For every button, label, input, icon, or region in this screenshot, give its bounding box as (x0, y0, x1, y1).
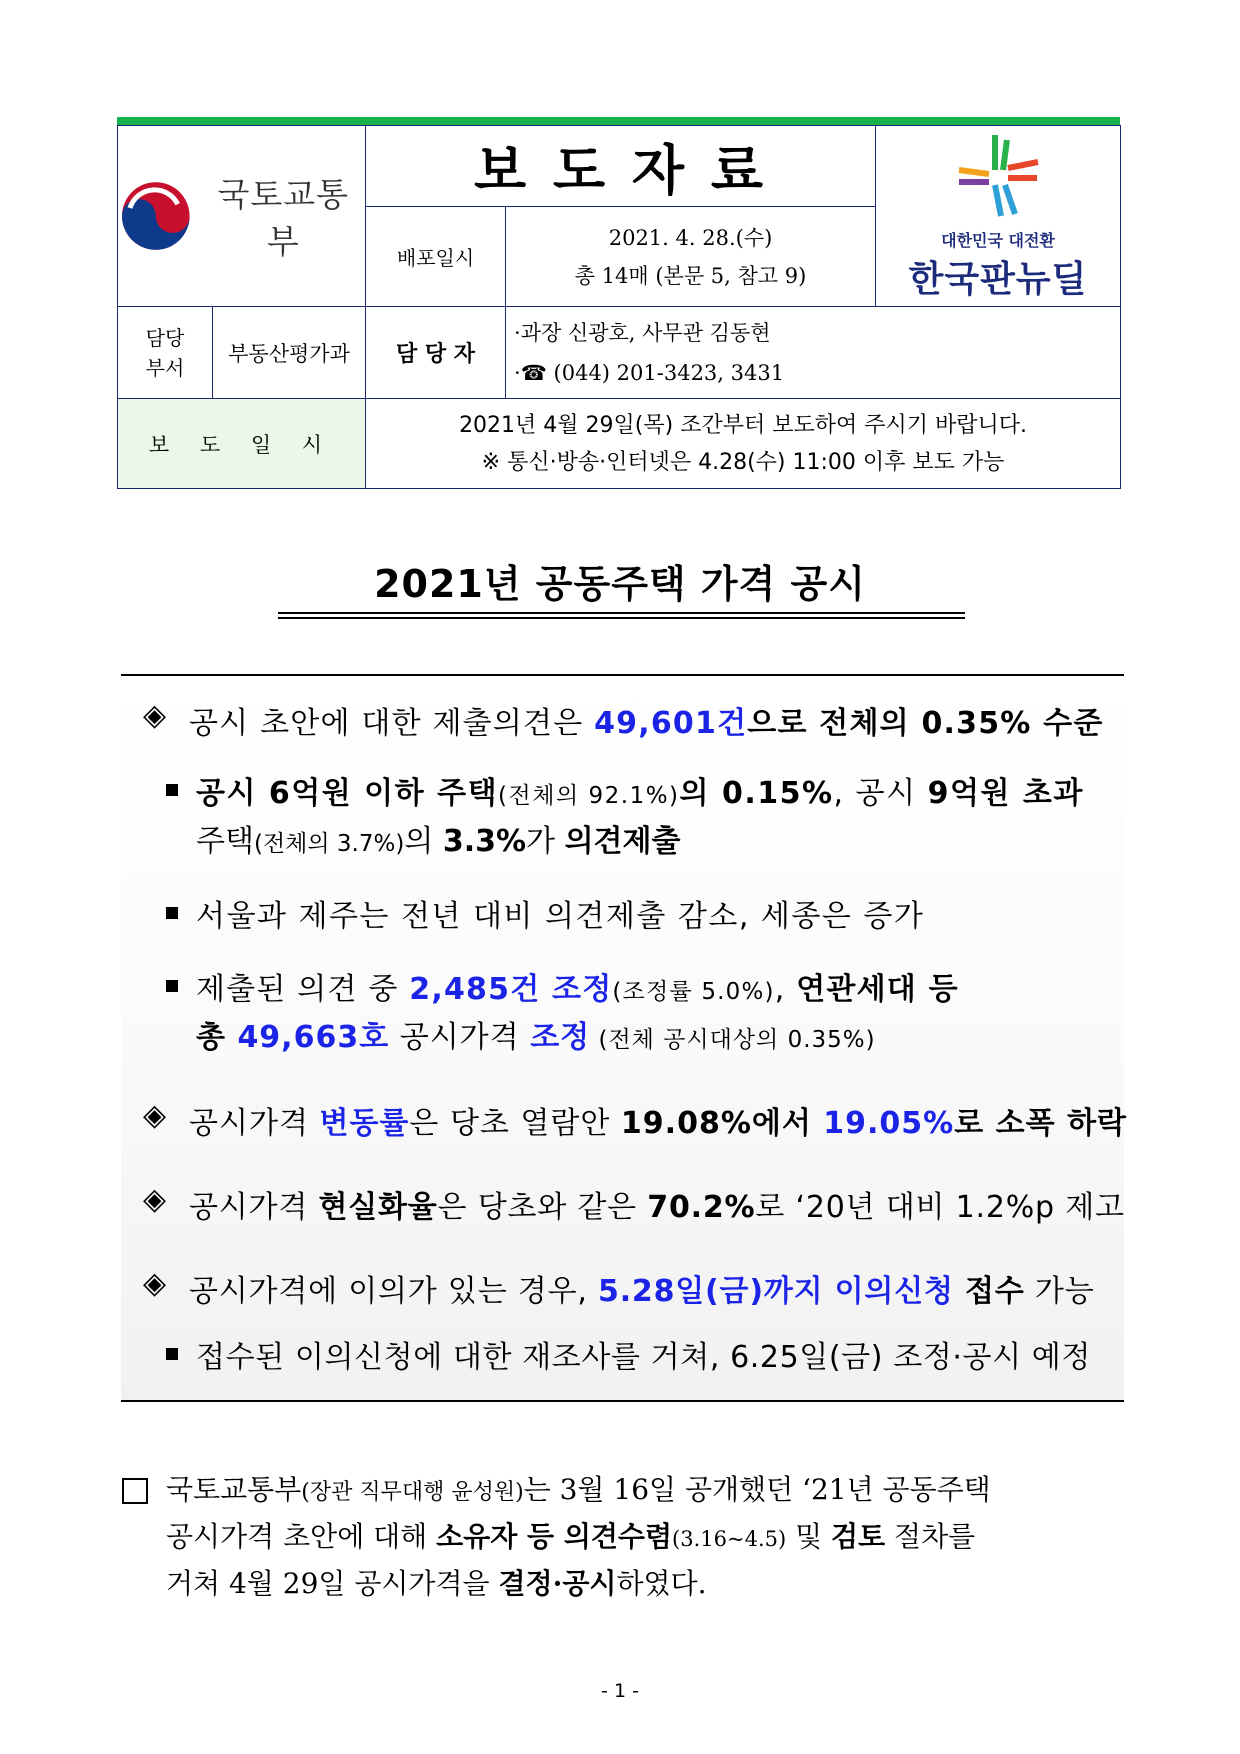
page-number: - 1 - (601, 1680, 639, 1702)
distribution-info (506, 207, 876, 307)
newdeal-name: 한국판뉴딜 (908, 259, 1088, 300)
square-bullet-icon (166, 784, 178, 796)
distribution-date: 2021. 4. 28.(수) (608, 225, 773, 250)
distribution-label: 배포일시 (366, 207, 506, 307)
release-label: 보 도 일 시 (118, 399, 366, 489)
headline-underline (278, 612, 965, 614)
contact-info (506, 307, 1121, 399)
contact-names: ·과장 신광호, 사무관 김동현 (514, 320, 771, 345)
release-info (366, 399, 1121, 489)
summary-box: ◈ 공시 초안에 대한 제출의견은 49,601건으로 전체의 0.35% 수준 공시 6억원 이하 주택(전체의 92.1%)의 0.15%, 공시 9억원 초과 주택(전체의 3.7%)의 3.3%가 의견제출 서울과 제주는 전년 대비 의견제출 감소, 세종은 증가 제출된 의견 중 2,485건 조정(조정률 5.0%), 연관세대 등 총 49,663호 공시가격 조정 (전체 공시대상의 0.35%) ◈ 공시가격 변동률은 당초 열람안 19.08%에서 19.05%로 소폭 하락 ◈ 공시가격 현실화율은 당초와 같은 70.2%로 ‘20년 대비 1.2%p 제고 ◈ 공시가격에 이의가 있는 경우, 5.28일(금)까지 이의신청 접수 가능 접수된 이의신청에 대한 재조사를 거쳐, 6.25일(금) 조정·공시 예정 (121, 674, 1124, 1402)
square-bullet-icon (166, 1348, 178, 1360)
ministry-logo-cell (118, 126, 366, 307)
square-bullet-icon (166, 980, 178, 992)
headline-underline-double (278, 617, 965, 619)
press-release-title: 보 도 자 료 (366, 126, 876, 207)
header-accent-bar (117, 117, 1120, 125)
newdeal-slogan: 대한민국 대전환 (941, 231, 1055, 250)
checkbox-bullet-icon (122, 1478, 148, 1504)
release-text-2: ※ 통신·방송·인터넷은 4.28(수) 11:00 이후 보도 가능 (481, 449, 1005, 475)
square-bullet-icon (166, 907, 178, 919)
dept-name: 부동산평가과 (213, 307, 366, 399)
contact-label: 담 당 자 (366, 307, 506, 399)
contact-phone: ·☎ (044) 201-3423, 3431 (514, 360, 785, 385)
diamond-bullet-icon: ◈ (143, 1266, 167, 1301)
diamond-bullet-icon: ◈ (143, 1182, 167, 1217)
taegeuk-logo-icon (118, 178, 194, 254)
page-count: 총 14매 (본문 5, 참고 9) (574, 263, 807, 288)
body-line-1: 국토교통부(장관 직무대행 윤성원)는 3월 16일 공개했던 ‘21년 공동주택 (166, 1473, 991, 1506)
diamond-bullet-icon: ◈ (143, 1098, 167, 1133)
newdeal-star-icon (953, 130, 1043, 220)
dept-label: 담당 부서 (118, 307, 213, 399)
newdeal-logo-cell (876, 126, 1121, 307)
body-line-3: 거쳐 4월 29일 공시가격을 결정·공시하였다. (166, 1567, 707, 1600)
body-line-2: 공시가격 초안에 대해 소유자 등 의견수렴(3.16~4.5) 및 검토 절차를 (166, 1520, 976, 1553)
ministry-name: 국토교통부 (217, 175, 350, 261)
diamond-bullet-icon: ◈ (143, 698, 167, 733)
press-release-header-table (117, 125, 1121, 489)
headline: 2021년 공동주택 가격 공시 (374, 562, 866, 606)
release-text-1: 2021년 4월 29일(목) 조간부터 보도하여 주시기 바랍니다. (459, 412, 1027, 438)
